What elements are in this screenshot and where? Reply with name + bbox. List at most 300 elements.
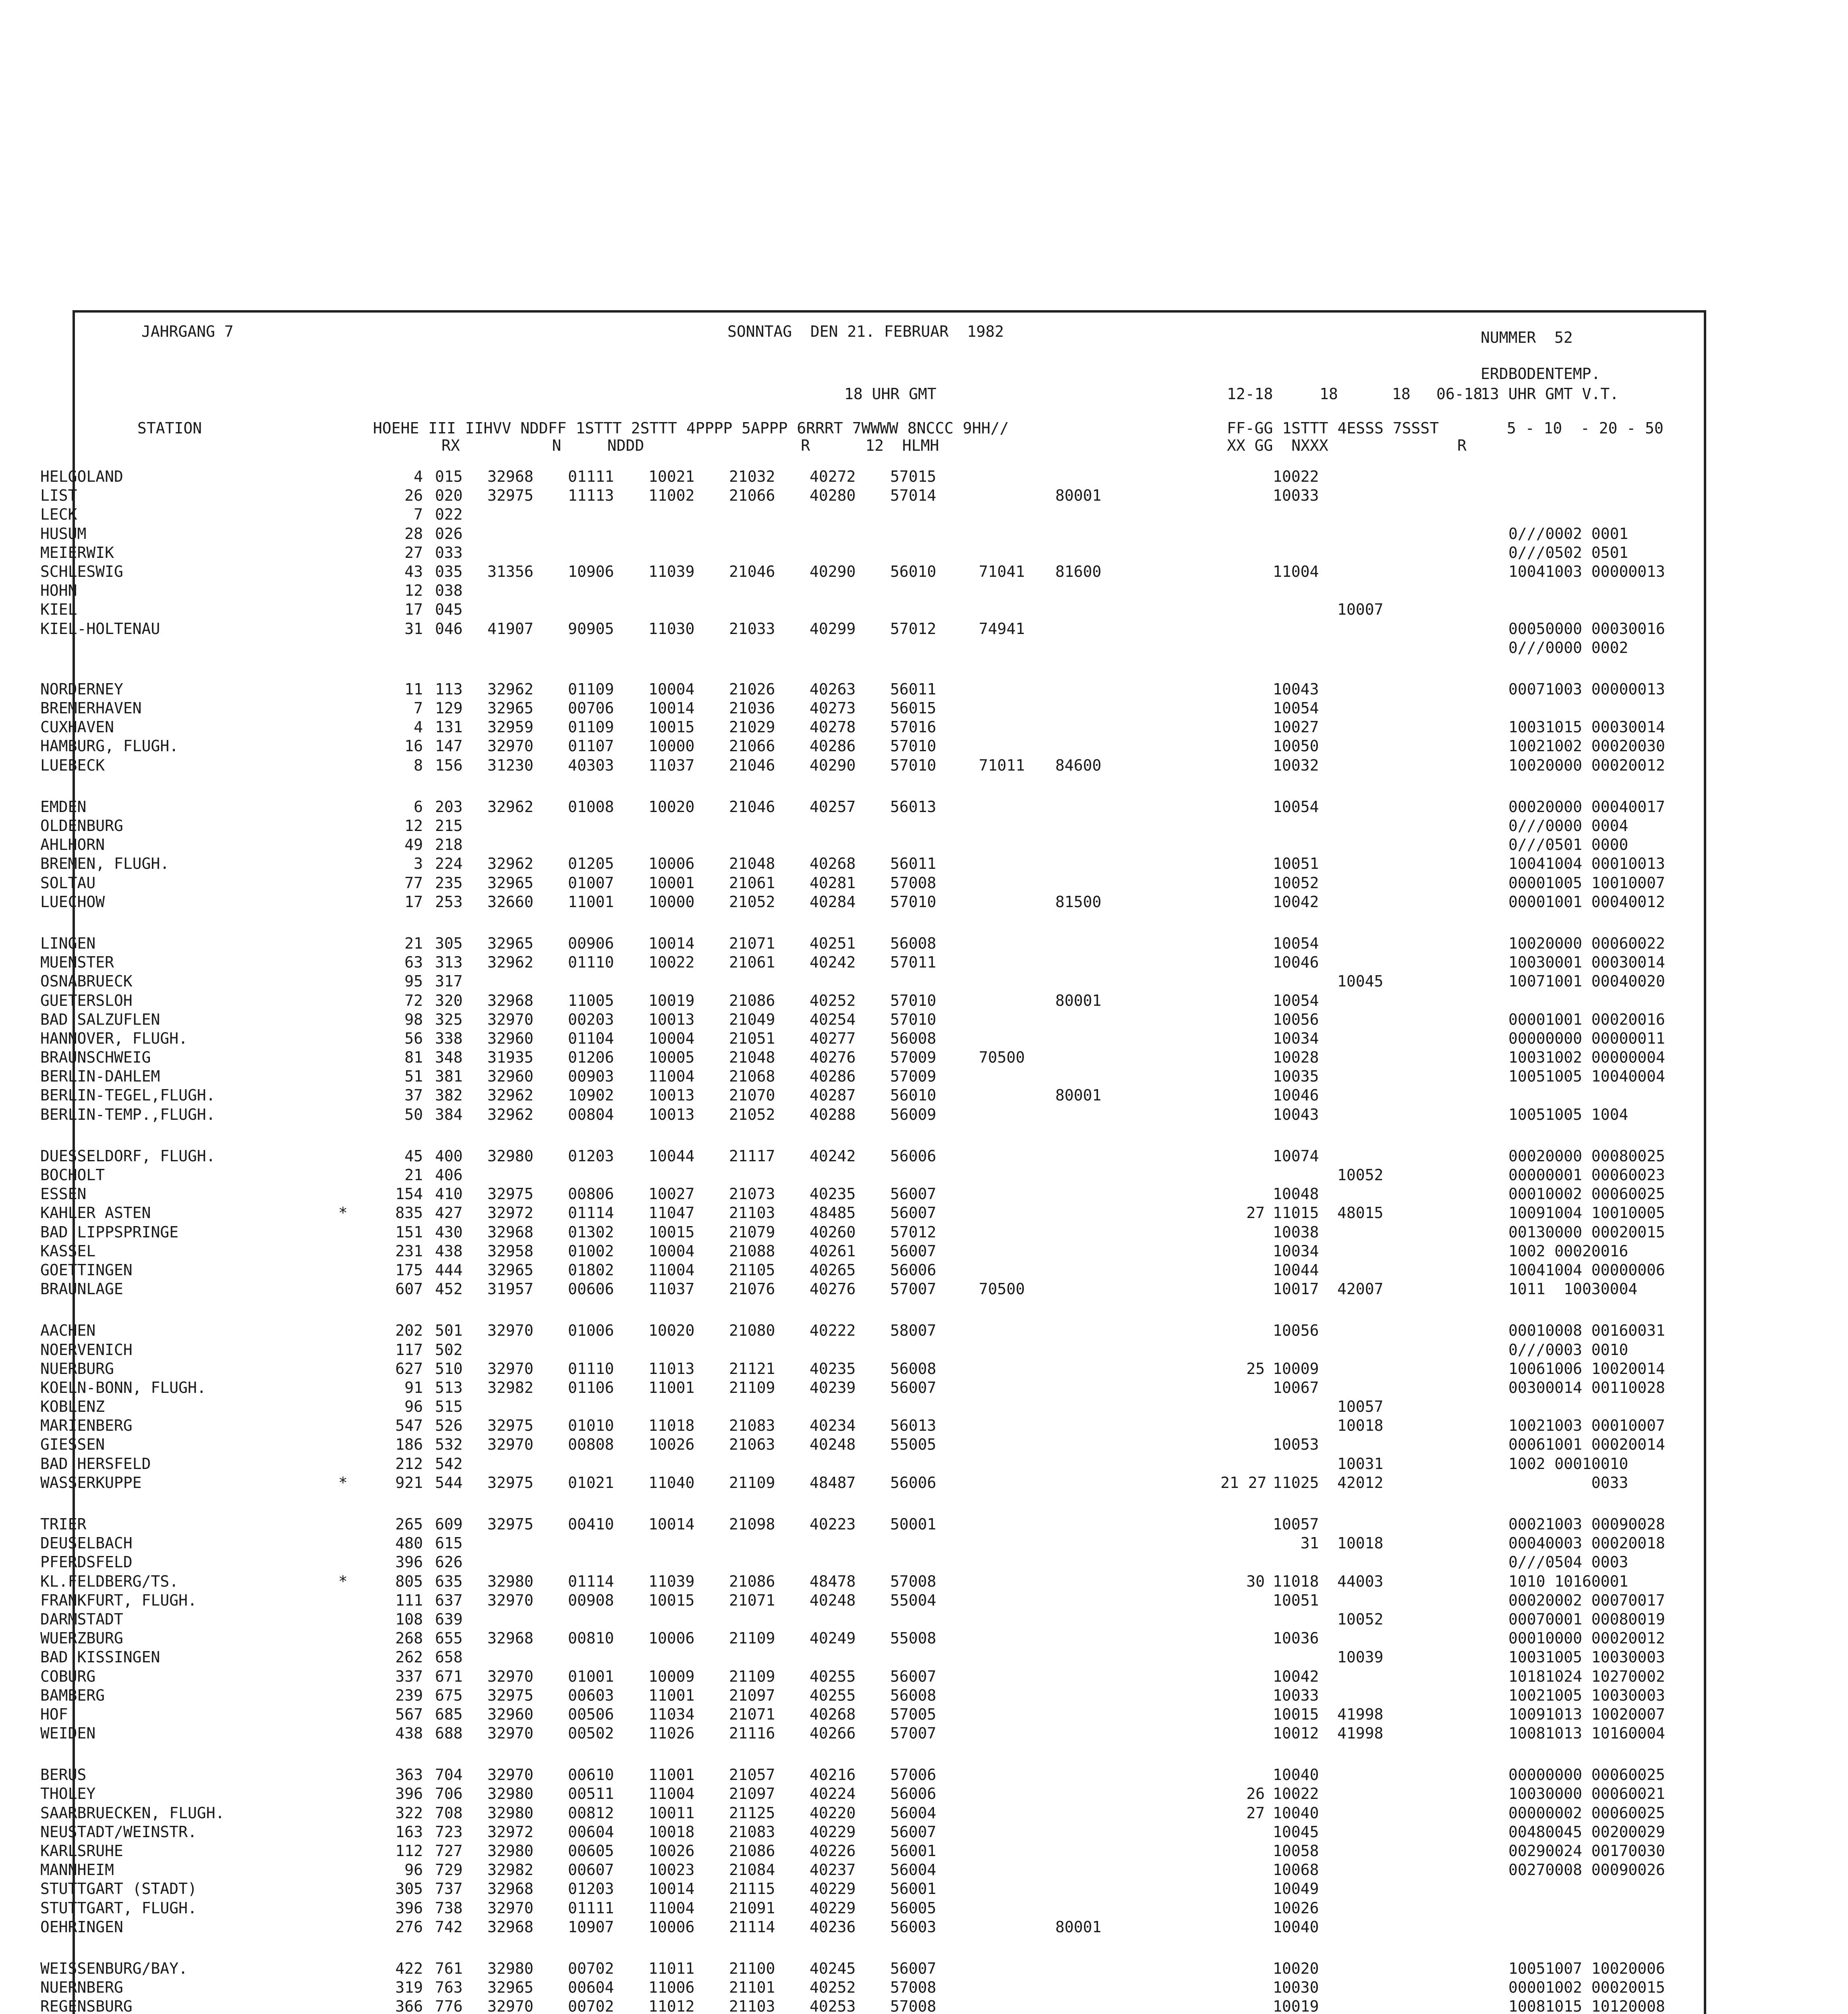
synop-group: 56003 xyxy=(890,1918,936,1936)
station-name: OSNABRUECK xyxy=(40,972,133,990)
synop-group: 21091 xyxy=(729,1899,775,1917)
extreme-temp: 10040 xyxy=(1273,1766,1319,1784)
station-height: 28 xyxy=(404,524,423,543)
synop-group: 40281 xyxy=(810,874,856,892)
gust-wind: 21 27 xyxy=(1220,1473,1267,1492)
station-id: 131 xyxy=(435,718,463,736)
extreme-temp: 10020 xyxy=(1273,1959,1319,1977)
station-id: 348 xyxy=(435,1048,463,1067)
station-id: 320 xyxy=(435,991,463,1009)
station-name: ESSEN xyxy=(40,1185,87,1203)
soil-temp: 10181024 10270002 xyxy=(1508,1667,1665,1685)
station-height: 396 xyxy=(395,1785,423,1803)
synop-group: 56008 xyxy=(890,1359,936,1378)
synop-group: 56008 xyxy=(890,934,936,952)
synop-group: 32965 xyxy=(487,699,534,717)
station-name: WASSERKUPPE xyxy=(40,1473,142,1492)
synop-group: 10004 xyxy=(648,1242,695,1260)
soil-temp: 00061001 00020014 xyxy=(1508,1436,1665,1454)
station-name: COBURG xyxy=(40,1667,96,1685)
col-soil-depths: 5 - 10 - 20 - 50 xyxy=(1507,419,1664,437)
synop-group: 01107 xyxy=(568,737,614,755)
col-station: STATION xyxy=(137,419,202,437)
station-name: KOBLENZ xyxy=(40,1398,105,1416)
synop-group: 10902 xyxy=(568,1086,614,1104)
station-name: KL.FELDBERG/TS. xyxy=(40,1572,179,1590)
station-height: 111 xyxy=(395,1591,423,1609)
synop-group: 32965 xyxy=(487,934,534,952)
synop-group: 57008 xyxy=(890,1572,936,1590)
synop-group: 56007 xyxy=(890,1823,936,1841)
synop-group: 40287 xyxy=(810,1086,856,1104)
synop-group: 10006 xyxy=(648,855,695,873)
report-sheet xyxy=(73,310,1706,2014)
synop-group: 21049 xyxy=(729,1010,775,1028)
synop-group: 21066 xyxy=(729,737,775,755)
weather-group: 71011 xyxy=(979,756,1025,774)
synop-group: 57005 xyxy=(890,1705,936,1723)
station-name: LINGEN xyxy=(40,934,96,952)
station-height: 151 xyxy=(395,1223,423,1241)
synop-group: 57007 xyxy=(890,1280,936,1298)
soil-temp: 00010000 00020012 xyxy=(1508,1629,1665,1647)
synop-group: 32965 xyxy=(487,1261,534,1279)
synop-group: 32960 xyxy=(487,1705,534,1723)
extreme-temp: 10015 xyxy=(1273,1705,1319,1723)
station-name: AHLHORN xyxy=(40,836,105,854)
synop-group: 21046 xyxy=(729,562,775,580)
station-name: NUERNBERG xyxy=(40,1979,123,1997)
station-id: 253 xyxy=(435,893,463,911)
hour-18-b: 18 xyxy=(1392,385,1411,403)
station-height: 45 xyxy=(404,1147,423,1165)
station-name: NOERVENICH xyxy=(40,1341,133,1359)
soil-temp: 00020000 00080025 xyxy=(1508,1147,1665,1165)
station-name: BERUS xyxy=(40,1766,87,1784)
cloud-group: 80001 xyxy=(1055,991,1102,1009)
synop-group: 11011 xyxy=(648,1959,695,1977)
synop-group: 21105 xyxy=(729,1261,775,1279)
extreme-temp: 10043 xyxy=(1273,1105,1319,1123)
synop-group: 21088 xyxy=(729,1242,775,1260)
gust-wind: 27 xyxy=(1246,1204,1265,1222)
station-height: 77 xyxy=(404,874,423,892)
station-name: MUENSTER xyxy=(40,953,114,972)
soil-temp: 10021002 00020030 xyxy=(1508,737,1665,755)
synop-group: 56013 xyxy=(890,798,936,816)
station-height: 56 xyxy=(404,1029,423,1047)
synop-group: 40223 xyxy=(810,1515,856,1533)
synop-group: 56004 xyxy=(890,1861,936,1879)
station-height: 7 xyxy=(414,699,423,717)
weather-group: 74941 xyxy=(979,620,1025,638)
station-name: HELGOLAND xyxy=(40,468,123,485)
extreme-temp: 10058 xyxy=(1273,1842,1319,1860)
station-id: 706 xyxy=(435,1785,463,1803)
synop-group: 11013 xyxy=(648,1359,695,1378)
synop-group: 32982 xyxy=(487,1861,534,1879)
synop-group: 01203 xyxy=(568,1147,614,1165)
synop-group: 40276 xyxy=(810,1280,856,1298)
soil-temp-label: ERDBODENTEMP. xyxy=(1481,365,1601,383)
synop-group: 10005 xyxy=(648,1048,695,1067)
extreme-temp: 10040 xyxy=(1273,1804,1319,1822)
synop-group: 00502 xyxy=(568,1724,614,1743)
station-id: 615 xyxy=(435,1534,463,1552)
synop-group: 21079 xyxy=(729,1223,775,1241)
synop-group: 40265 xyxy=(810,1261,856,1279)
soil-temp: 00020000 00040017 xyxy=(1508,798,1665,816)
station-id: 742 xyxy=(435,1918,463,1936)
synop-group: 55005 xyxy=(890,1436,936,1454)
station-name: HOHN xyxy=(40,582,77,600)
station-name: EMDEN xyxy=(40,798,87,816)
synop-group: 11001 xyxy=(648,1766,695,1784)
synop-group: 00606 xyxy=(568,1280,614,1298)
synop-group: 40229 xyxy=(810,1899,856,1917)
synop-group: 21071 xyxy=(729,934,775,952)
synop-group: 32970 xyxy=(487,1724,534,1743)
synop-group: 10011 xyxy=(648,1804,695,1822)
extreme-temp: 10048 xyxy=(1273,1185,1319,1203)
synop-group: 57011 xyxy=(890,953,936,972)
station-name: STUTTGART (STADT) xyxy=(40,1880,197,1898)
synop-group: 32962 xyxy=(487,953,534,972)
station-height: 268 xyxy=(395,1629,423,1647)
station-id: 427 xyxy=(435,1204,463,1222)
synop-group: 11001 xyxy=(648,1378,695,1397)
synop-group: 57010 xyxy=(890,756,936,774)
station-height: 154 xyxy=(395,1185,423,1203)
synop-group: 01106 xyxy=(568,1378,614,1397)
synop-group: 32968 xyxy=(487,1629,534,1647)
synop-group: 01111 xyxy=(568,468,614,485)
synop-group: 40290 xyxy=(810,756,856,774)
station-id: 129 xyxy=(435,699,463,717)
station-height: 17 xyxy=(404,601,423,619)
station-id: 317 xyxy=(435,972,463,990)
synop-group: 32970 xyxy=(487,1322,534,1340)
station-height: 91 xyxy=(404,1378,423,1397)
synop-group: 11040 xyxy=(648,1473,695,1492)
synop-group: 32975 xyxy=(487,1473,534,1492)
station-height: 202 xyxy=(395,1322,423,1340)
snow-group: 44003 xyxy=(1337,1572,1384,1590)
extreme-temp: 10035 xyxy=(1273,1067,1319,1086)
station-name: GUETERSLOH xyxy=(40,991,133,1009)
extreme-temp: 10074 xyxy=(1273,1147,1319,1165)
synop-group: 57015 xyxy=(890,468,936,485)
extreme-temp: 10034 xyxy=(1273,1029,1319,1047)
synop-group: 57007 xyxy=(890,1724,936,1743)
extreme-temp: 10054 xyxy=(1273,991,1319,1009)
station-height: 396 xyxy=(395,1899,423,1917)
synop-group: 57006 xyxy=(890,1766,936,1784)
synop-group: 21051 xyxy=(729,1029,775,1047)
extreme-temp: 10044 xyxy=(1273,1261,1319,1279)
synop-group: 01109 xyxy=(568,680,614,698)
station-id: 381 xyxy=(435,1067,463,1086)
station-name: SCHLESWIG xyxy=(40,562,123,580)
snow-group: 10018 xyxy=(1337,1417,1384,1435)
synop-group: 10027 xyxy=(648,1185,695,1203)
station-name: TRIER xyxy=(40,1515,87,1533)
synop-group: 21066 xyxy=(729,487,775,505)
synop-group: 11026 xyxy=(648,1724,695,1743)
station-id: 384 xyxy=(435,1105,463,1123)
synop-group: 32970 xyxy=(487,1766,534,1784)
extreme-temp: 10033 xyxy=(1273,487,1319,505)
synop-group: 11004 xyxy=(648,1899,695,1917)
synop-group: 11039 xyxy=(648,562,695,580)
station-id: 400 xyxy=(435,1147,463,1165)
synop-group: 10019 xyxy=(648,991,695,1009)
soil-temp: 10020000 00060022 xyxy=(1508,934,1665,952)
station-id: 635 xyxy=(435,1572,463,1590)
soil-temp: 1010 10160001 xyxy=(1508,1572,1628,1590)
extreme-temp: 11015 xyxy=(1273,1204,1319,1222)
synop-group: 40266 xyxy=(810,1724,856,1743)
station-height: 81 xyxy=(404,1048,423,1067)
station-name: KOELN-BONN, FLUGH. xyxy=(40,1378,206,1397)
synop-group: 21103 xyxy=(729,1997,775,2014)
synop-group: 01114 xyxy=(568,1572,614,1590)
synop-group: 11018 xyxy=(648,1417,695,1435)
station-name: BERLIN-TEGEL,FLUGH. xyxy=(40,1086,215,1104)
synop-group: 00506 xyxy=(568,1705,614,1723)
station-id: 737 xyxy=(435,1880,463,1898)
soil-temp: 00070001 00080019 xyxy=(1508,1610,1665,1628)
station-height: 6 xyxy=(414,798,423,816)
station-name: NORDERNEY xyxy=(40,680,123,698)
synop-group: 21086 xyxy=(729,991,775,1009)
synop-group: 01203 xyxy=(568,1880,614,1898)
synop-group: 21057 xyxy=(729,1766,775,1784)
station-height: 112 xyxy=(395,1842,423,1860)
synop-group: 57008 xyxy=(890,1979,936,1997)
station-name: NUERBURG xyxy=(40,1359,114,1378)
station-id: 156 xyxy=(435,756,463,774)
synop-group: 11037 xyxy=(648,1280,695,1298)
synop-group: 10023 xyxy=(648,1861,695,1879)
synop-group: 21125 xyxy=(729,1804,775,1822)
synop-group: 56008 xyxy=(890,1029,936,1047)
synop-group: 01205 xyxy=(568,855,614,873)
extreme-temp: 11018 xyxy=(1273,1572,1319,1590)
station-height: 921 xyxy=(395,1473,423,1492)
station-height: 805 xyxy=(395,1572,423,1590)
extreme-temp: 10022 xyxy=(1273,468,1319,485)
station-id: 708 xyxy=(435,1804,463,1822)
extreme-temp: 10068 xyxy=(1273,1861,1319,1879)
synop-group: 10004 xyxy=(648,1029,695,1047)
station-id: 046 xyxy=(435,620,463,638)
station-name: BERLIN-TEMP.,FLUGH. xyxy=(40,1105,215,1123)
station-id: 671 xyxy=(435,1667,463,1685)
synop-group: 32982 xyxy=(487,1378,534,1397)
station-name: WEIDEN xyxy=(40,1724,96,1743)
synop-group: 10014 xyxy=(648,1515,695,1533)
station-id: 502 xyxy=(435,1341,463,1359)
synop-group: 32980 xyxy=(487,1572,534,1590)
synop-group: 40251 xyxy=(810,934,856,952)
synop-group: 00806 xyxy=(568,1185,614,1203)
synop-group: 32975 xyxy=(487,487,534,505)
station-id: 022 xyxy=(435,506,463,524)
synop-group: 00604 xyxy=(568,1823,614,1841)
cloud-group: 80001 xyxy=(1055,1086,1102,1104)
synop-group: 56007 xyxy=(890,1378,936,1397)
synop-group: 00908 xyxy=(568,1591,614,1609)
synop-group: 40253 xyxy=(810,1997,856,2014)
synop-group: 32962 xyxy=(487,1105,534,1123)
cloud-group: 80001 xyxy=(1055,1918,1102,1936)
synop-group: 00906 xyxy=(568,934,614,952)
synop-group: 40235 xyxy=(810,1359,856,1378)
soil-temp: 10021003 00010007 xyxy=(1508,1417,1665,1435)
synop-group: 40280 xyxy=(810,487,856,505)
synop-group: 56007 xyxy=(890,1185,936,1203)
extreme-temp: 10030 xyxy=(1273,1979,1319,1997)
station-id: 147 xyxy=(435,737,463,755)
station-height: 239 xyxy=(395,1686,423,1704)
station-id: 313 xyxy=(435,953,463,972)
station-id: 224 xyxy=(435,855,463,873)
station-id: 658 xyxy=(435,1648,463,1666)
snow-group: 42012 xyxy=(1337,1473,1384,1492)
synop-group: 21103 xyxy=(729,1204,775,1222)
synop-group: 56010 xyxy=(890,562,936,580)
synop-group: 11002 xyxy=(648,487,695,505)
extreme-temp: 11004 xyxy=(1273,562,1319,580)
station-name: BRAUNSCHWEIG xyxy=(40,1048,151,1067)
synop-group: 32980 xyxy=(487,1785,534,1803)
synop-group: 40276 xyxy=(810,1048,856,1067)
station-id: 438 xyxy=(435,1242,463,1260)
station-height: 547 xyxy=(395,1417,423,1435)
synop-group: 21048 xyxy=(729,1048,775,1067)
station-height: 98 xyxy=(404,1010,423,1028)
station-height: 319 xyxy=(395,1979,423,1997)
synop-group: 10015 xyxy=(648,1591,695,1609)
synop-group: 32980 xyxy=(487,1842,534,1860)
station-height: 16 xyxy=(404,737,423,755)
station-name: GOETTINGEN xyxy=(40,1261,133,1279)
station-id: 655 xyxy=(435,1629,463,1647)
synop-group: 32970 xyxy=(487,1899,534,1917)
station-id: 542 xyxy=(435,1455,463,1473)
station-height: 262 xyxy=(395,1648,423,1666)
synop-group: 32962 xyxy=(487,855,534,873)
extreme-temp: 10026 xyxy=(1273,1899,1319,1917)
soil-temp: 00071003 00000013 xyxy=(1508,680,1665,698)
station-id: 203 xyxy=(435,798,463,816)
synop-group: 57010 xyxy=(890,893,936,911)
synop-group: 11034 xyxy=(648,1705,695,1723)
synop-group: 56006 xyxy=(890,1473,936,1492)
station-height: 108 xyxy=(395,1610,423,1628)
station-id: 510 xyxy=(435,1359,463,1378)
soil-temp: 10071001 00040020 xyxy=(1508,972,1665,990)
synop-group: 10004 xyxy=(648,680,695,698)
soil-temp: 10031002 00000004 xyxy=(1508,1048,1665,1067)
synop-group: 40252 xyxy=(810,1979,856,1997)
synop-group: 56006 xyxy=(890,1261,936,1279)
synop-group: 40226 xyxy=(810,1842,856,1860)
station-id: 637 xyxy=(435,1591,463,1609)
synop-group: 21052 xyxy=(729,1105,775,1123)
hour-18-a: 18 xyxy=(1320,385,1338,403)
synop-group: 57008 xyxy=(890,874,936,892)
extreme-temp: 10027 xyxy=(1273,718,1319,736)
synop-group: 00605 xyxy=(568,1842,614,1860)
station-name: KAHLER ASTEN xyxy=(40,1204,151,1222)
station-height: 212 xyxy=(395,1455,423,1473)
station-name: OLDENBURG xyxy=(40,817,123,835)
synop-group: 56010 xyxy=(890,1086,936,1104)
synop-group: 10026 xyxy=(648,1436,695,1454)
extreme-temp: 10053 xyxy=(1273,1436,1319,1454)
station-id: 688 xyxy=(435,1724,463,1743)
mountain-mark: * xyxy=(338,1473,348,1492)
synop-group: 40255 xyxy=(810,1686,856,1704)
col-main-codes: HOEHE III IIHVV NDDFF 1STTT 2STTT 4PPPP 5APPP 6RRRT 7WWWW 8NCCC 9HH// xyxy=(373,419,1009,437)
station-name: KIEL-HOLTENAU xyxy=(40,620,160,638)
station-height: 305 xyxy=(395,1880,423,1898)
gust-wind: 25 xyxy=(1246,1359,1265,1378)
station-name: NEUSTADT/WEINSTR. xyxy=(40,1823,197,1841)
extreme-temp: 10051 xyxy=(1273,1591,1319,1609)
synop-group: 00812 xyxy=(568,1804,614,1822)
soil-temp: 00020002 00070017 xyxy=(1508,1591,1665,1609)
synop-group: 01104 xyxy=(568,1029,614,1047)
synop-group: 40234 xyxy=(810,1417,856,1435)
synop-group: 21117 xyxy=(729,1147,775,1165)
synop-group: 40299 xyxy=(810,620,856,638)
synop-group: 32660 xyxy=(487,893,534,911)
synop-group: 56005 xyxy=(890,1899,936,1917)
synop-group: 40216 xyxy=(810,1766,856,1784)
station-name: SOLTAU xyxy=(40,874,96,892)
cloud-group: 84600 xyxy=(1055,756,1102,774)
synop-group: 40242 xyxy=(810,953,856,972)
soil-temp: 10030001 00030014 xyxy=(1508,953,1665,972)
soil-temp: 10081013 10160004 xyxy=(1508,1724,1665,1743)
station-id: 609 xyxy=(435,1515,463,1533)
station-id: 305 xyxy=(435,934,463,952)
synop-group: 40288 xyxy=(810,1105,856,1123)
soil-temp: 10031015 00030014 xyxy=(1508,718,1665,736)
synop-group: 21071 xyxy=(729,1591,775,1609)
station-height: 43 xyxy=(404,562,423,580)
synop-group: 00804 xyxy=(568,1105,614,1123)
synop-group: 00203 xyxy=(568,1010,614,1028)
station-name: OEHRINGEN xyxy=(40,1918,123,1936)
synop-group: 10026 xyxy=(648,1842,695,1860)
synop-group: 32968 xyxy=(487,1880,534,1898)
synop-group: 21109 xyxy=(729,1629,775,1647)
synop-group: 32962 xyxy=(487,798,534,816)
synop-group: 56006 xyxy=(890,1785,936,1803)
snow-group: 10031 xyxy=(1337,1455,1384,1473)
station-name: MARIENBERG xyxy=(40,1417,133,1435)
synop-group: 10006 xyxy=(648,1629,695,1647)
synop-group: 32959 xyxy=(487,718,534,736)
station-name: MANNHEIM xyxy=(40,1861,114,1879)
snow-group: 10057 xyxy=(1337,1398,1384,1416)
soil-temp: 00010008 00160031 xyxy=(1508,1322,1665,1340)
synop-group: 21116 xyxy=(729,1724,775,1743)
